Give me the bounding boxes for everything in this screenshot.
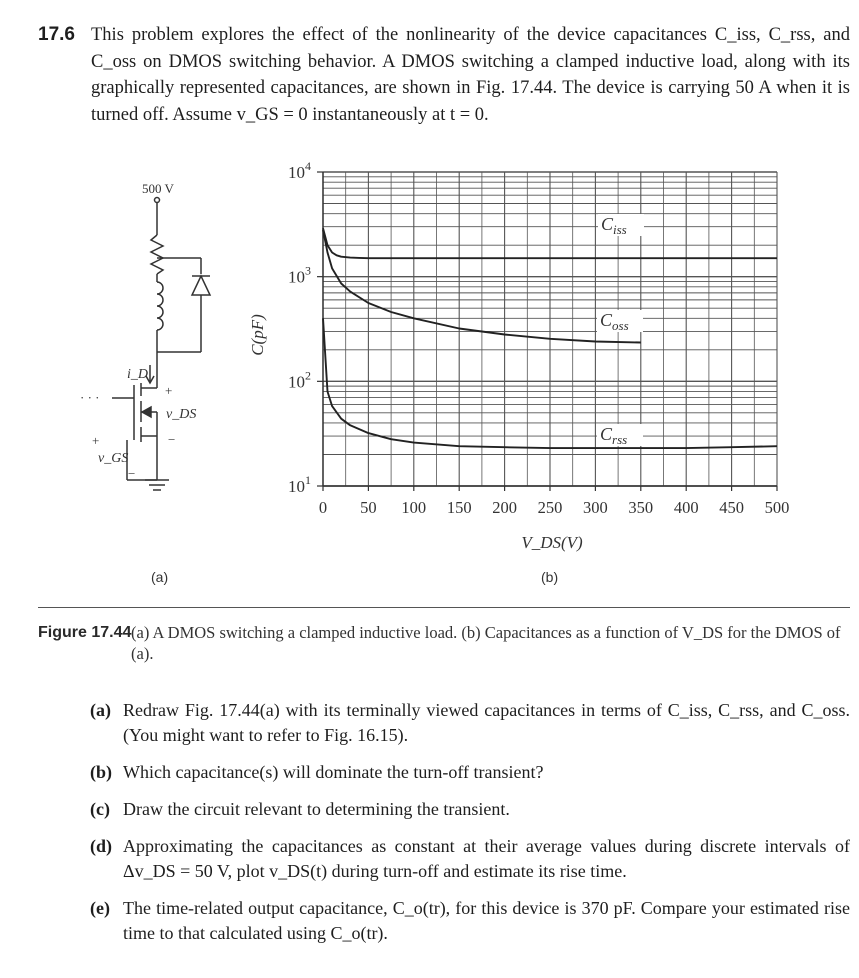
vgs-minus: − xyxy=(128,466,136,481)
vds-plus: + xyxy=(165,383,173,398)
part-text: Which capacitance(s) will dominate the turn-off transient? xyxy=(123,762,544,782)
circuit-diagram xyxy=(80,181,210,490)
x-tick-label: 0 xyxy=(318,498,328,517)
part-text: The time-related output capacitance, C_o(tr), for this device is 370 pF. Compare your estimated rise time to that calculated using C_o(tr). xyxy=(123,898,850,943)
x-tick-label: 400 xyxy=(673,498,699,517)
part-c xyxy=(90,797,850,822)
x-tick-label: 500 xyxy=(764,498,790,517)
x-axis-label: V_DS(V) xyxy=(521,533,583,552)
x-tick-label: 100 xyxy=(401,498,427,517)
label-coss: $C_{oss}$ xyxy=(600,310,629,333)
ground-symbol xyxy=(145,480,169,490)
vgs-label: v_GS xyxy=(98,451,129,466)
problem-parts xyxy=(90,698,850,958)
part-b xyxy=(90,760,850,785)
y-tick-label: $10^1$ xyxy=(288,473,311,496)
x-tick-label: 250 xyxy=(537,498,563,517)
label-crss: $C_{rss}$ xyxy=(600,424,628,447)
y-tick-label: $10^2$ xyxy=(288,368,311,392)
x-tick-label: 50 xyxy=(360,498,377,517)
part-text: Redraw Fig. 17.44(a) with its terminally viewed capacitances in terms of C_iss, C_rss, and C_oss. (You might want to refer to Fig. 16.15). xyxy=(123,700,850,745)
x-tick-label: 200 xyxy=(492,498,517,517)
part-label: (a) xyxy=(90,700,111,720)
part-label: (e) xyxy=(90,898,110,918)
part-label: (d) xyxy=(90,836,112,856)
gate-ellipsis: · · · xyxy=(80,390,100,405)
figure-caption xyxy=(38,622,850,664)
diode xyxy=(192,276,210,295)
chart-labels xyxy=(597,214,644,447)
part-text: Draw the circuit relevant to determining the transient. xyxy=(123,799,510,819)
y-tick-label: $10^3$ xyxy=(288,263,311,287)
part-d xyxy=(90,834,850,884)
part-label: (c) xyxy=(90,799,110,819)
x-tick-label: 300 xyxy=(583,498,608,517)
resistor xyxy=(151,235,163,274)
capacitance-chart xyxy=(248,159,789,552)
caption-text: (a) A DMOS switching a clamped inductive load. (b) Capacitances as a function of V_DS for the DMOS of (a). xyxy=(131,623,841,663)
vds-minus: − xyxy=(168,432,176,447)
x-tick-label: 150 xyxy=(446,498,472,517)
supply-voltage-label: 500 V xyxy=(142,181,174,196)
supply-terminal xyxy=(155,198,160,203)
sublabel-b: (b) xyxy=(541,569,559,585)
part-label: (b) xyxy=(90,762,112,782)
vgs-plus: + xyxy=(92,433,100,448)
drain-current-label: i_D xyxy=(127,367,148,382)
sublabel-a: (a) xyxy=(151,569,169,585)
problem-text: This problem explores the effect of the nonlinearity of the device capacitances C_iss, C_rss, and C_oss on DMOS switching behavior. A DMOS switching a clamped inductive load, along with its graphically represented capacitances, are shown in Fig. 17.44. The device is carrying 50 A when it is turned off. Assume v_GS = 0 instantaneously at t = 0. xyxy=(91,25,850,125)
part-text: Approximating the capacitances as constant at their average values during discrete intervals of Δv_DS = 50 V, plot v_DS(t) during turn-off and estimate its rise time. xyxy=(123,836,850,881)
vds-label: v_DS xyxy=(166,407,197,422)
x-tick-label: 450 xyxy=(719,498,744,517)
label-ciss: $C_{iss}$ xyxy=(601,214,627,237)
caption-number: Figure 17.44 xyxy=(38,624,132,641)
y-axis-label: C(pF) xyxy=(248,314,267,356)
x-tick-label: 350 xyxy=(628,498,654,517)
part-e xyxy=(90,896,850,946)
inductor xyxy=(157,282,163,330)
problem-number: 17.6 xyxy=(38,24,75,45)
part-a xyxy=(90,698,850,748)
caption-rule xyxy=(38,607,850,608)
y-tick-label: $10^4$ xyxy=(288,159,311,182)
